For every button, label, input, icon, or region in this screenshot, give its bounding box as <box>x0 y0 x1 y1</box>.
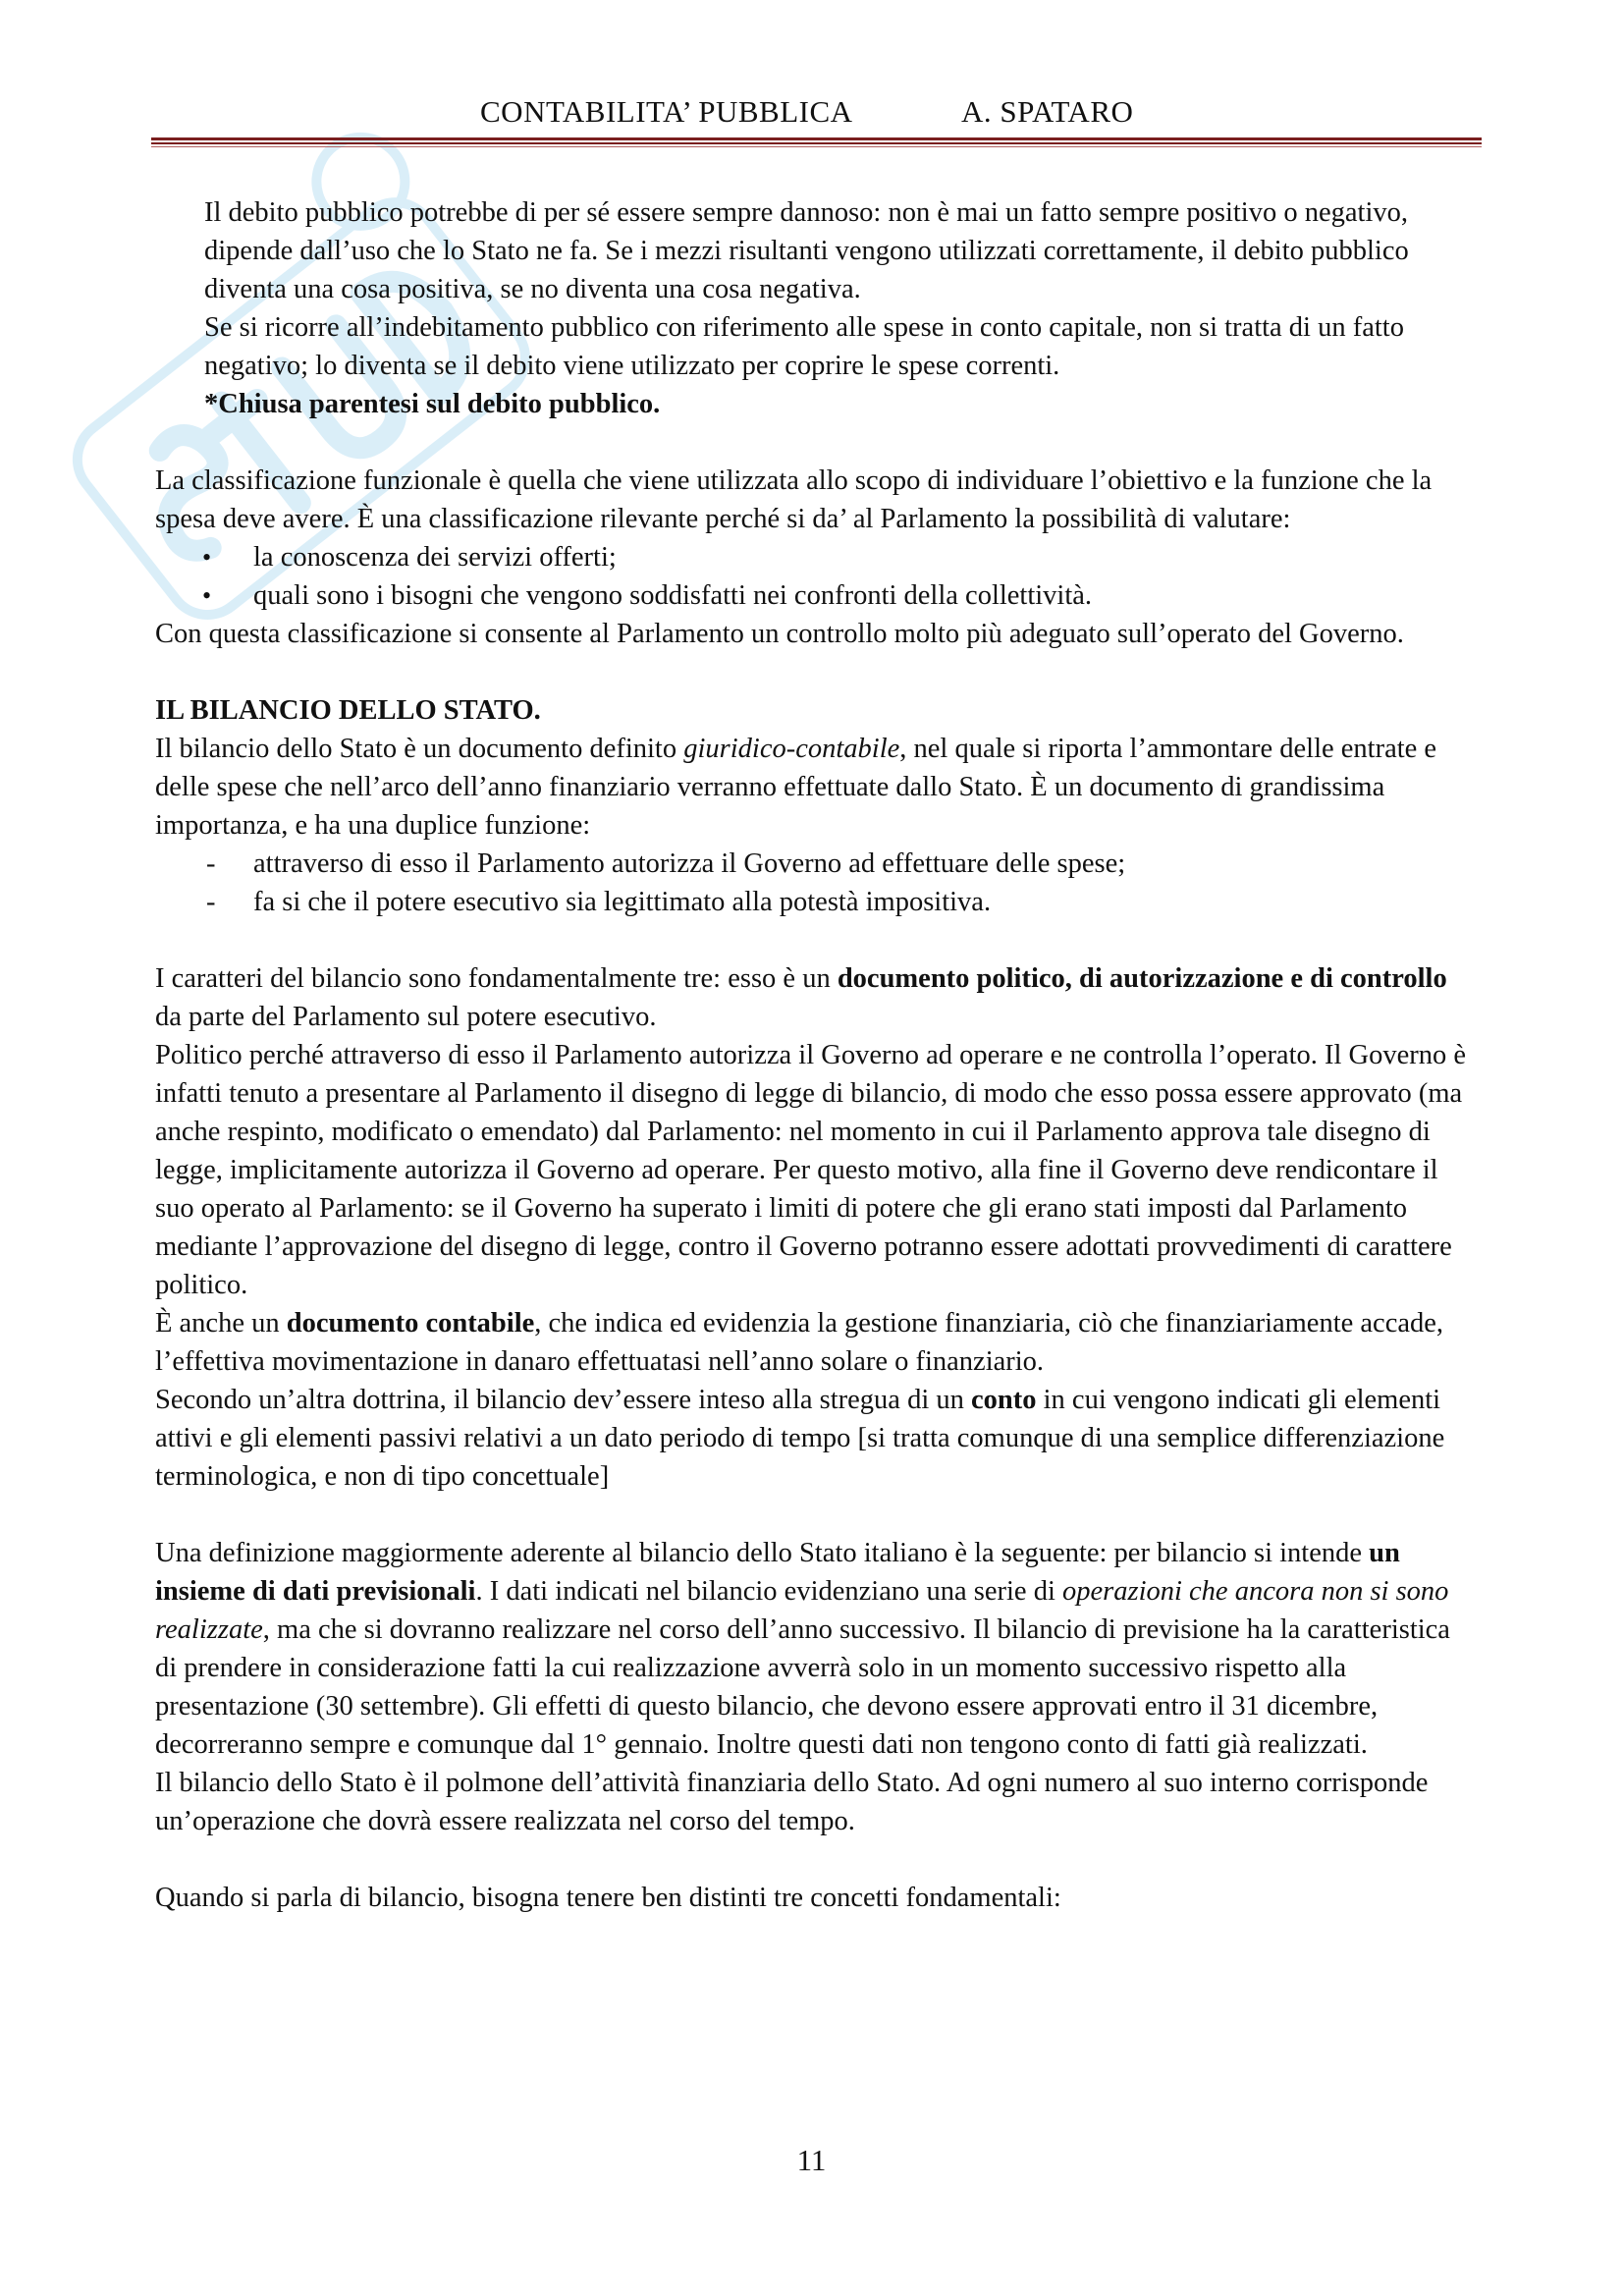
paragraph: Politico perché attraverso di esso il Parlamento autorizza il Governo ad operare e ne controlla l’operato. Il Governo è infatti tenuto a presentare al Parlamento il disegno di legge di bilancio, di modo che esso possa essere approvato (ma anche respinto, modificato o emendato) dal Parlamento: nel momento in cui il Parlamento approva tale disegno di legge, implicitamente autorizza il Governo ad operare. Per questo motivo, alla fine il Governo deve rendicontare il suo operato al Parlamento: se il Governo ha superato i limiti di potere che gli erano stati imposti dal Parlamento mediante l’approvazione del disegno di legge, contro il Governo potranno essere adottati provvedimenti di carattere politico. <box>155 1040 1467 1300</box>
paragraph: Il debito pubblico potrebbe di per sé essere sempre dannoso: non è mai un fatto sempre positivo o negativo, dipende dall’uso che lo Stato ne fa. Se i mezzi risultanti vengono utilizzati correttamente, il debito pubblico diventa una cosa positiva, se no diventa una cosa negativa. <box>204 197 1409 304</box>
header-rule <box>151 142 1482 144</box>
closing-note: *Chiusa parentesi sul debito pubblico. <box>204 389 661 419</box>
dash-marker: - <box>206 887 216 917</box>
paragraph: È anche un documento contabile, che indica ed evidenzia la gestione finanziaria, ciò che finanziariamente accade, l’effettiva movimentazione in danaro effettuatasi nell’anno solare o finanziario. <box>155 1308 1444 1377</box>
dash-list <box>155 845 1479 921</box>
bullet-icon: • <box>202 581 212 610</box>
bullet-icon: • <box>202 543 212 572</box>
paragraph: I caratteri del bilancio sono fondamentalmente tre: esso è un documento politico, di autorizzazione e di controllo da parte del Parlamento sul potere esecutivo. <box>155 963 1447 1032</box>
header-rule <box>151 137 1482 140</box>
list-item: - attraverso di esso il Parlamento autorizza il Governo ad effettuare delle spese; <box>155 845 1479 883</box>
paragraph: Il bilancio dello Stato è un documento definito giuridico-contabile, nel quale si riporta l’ammontare delle entrate e delle spese che nell’arco dell’anno finanziario verranno effettuate dallo Stato. È un documento di grandissima importanza, e ha una duplice funzione: <box>155 734 1437 841</box>
header-rule <box>151 146 1482 147</box>
page-number: 11 <box>796 2143 827 2177</box>
paragraph: Secondo un’altra dottrina, il bilancio dev’essere inteso alla stregua di un conto in cui vengono indicati gli elementi attivi e gli elementi passivi relativi a un dato periodo di tempo [si tratta comunque di una semplice differenziazione terminologica, e non di tipo concettuale] <box>155 1385 1445 1492</box>
document-body <box>155 193 1479 1917</box>
paragraph: Se si ricorre all’indebitamento pubblico con riferimento alle spese in conto capitale, non si tratta di un fatto negativo; lo diventa se il debito viene utilizzato per coprire le spese correnti. <box>204 312 1404 381</box>
debt-paragraph-block <box>155 193 1479 423</box>
bullet-list <box>155 538 1479 615</box>
header-author: A. SPATARO <box>961 94 1134 129</box>
dash-marker: - <box>206 848 216 879</box>
paragraph: La classificazione funzionale è quella che viene utilizzata allo scopo di individuare l’obiettivo e la funzione che la spesa deve avere. È una classificazione rilevante perché si da’ al Parlamento la possibilità di valutare: <box>155 465 1433 534</box>
section-heading: IL BILANCIO DELLO STATO. <box>155 695 541 726</box>
paragraph: Una definizione maggiormente aderente al bilancio dello Stato italiano è la seguente: per bilancio si intende un insieme di dati previsionali. I dati indicati nel bilancio evidenziano una serie di operazioni che ancora non si sono realizzate, ma che si dovranno realizzare nel corso dell’anno successivo. Il bilancio di previsione ha la caratteristica di prendere in considerazione fatti la cui realizzazione avverrà solo in un momento successivo rispetto alla presentazione (30 settembre). Gli effetti di questo bilancio, che devono essere approvati entro il 31 dicembre, decorreranno sempre e comunque dal 1° gennaio. Inoltre questi dati non tengono conto di fatti già realizzati. <box>155 1538 1450 1760</box>
paragraph: Con questa classificazione si consente al Parlamento un controllo molto più adeguato sull’operato del Governo. <box>155 619 1404 649</box>
paragraph: Il bilancio dello Stato è il polmone dell’attività finanziaria dello Stato. Ad ogni numero al suo interno corrisponde un’operazione che dovrà essere realizzata nel corso del tempo. <box>155 1768 1429 1836</box>
list-item: • quali sono i bisogni che vengono soddisfatti nei confronti della collettività. <box>155 576 1479 615</box>
header-title: CONTABILITA’ PUBBLICA <box>480 94 853 129</box>
paragraph: Quando si parla di bilancio, bisogna tenere ben distinti tre concetti fondamentali: <box>155 1883 1061 1913</box>
list-item: • la conoscenza dei servizi offerti; <box>155 538 1479 576</box>
list-item: - fa si che il potere esecutivo sia legittimato alla potestà impositiva. <box>155 883 1479 921</box>
